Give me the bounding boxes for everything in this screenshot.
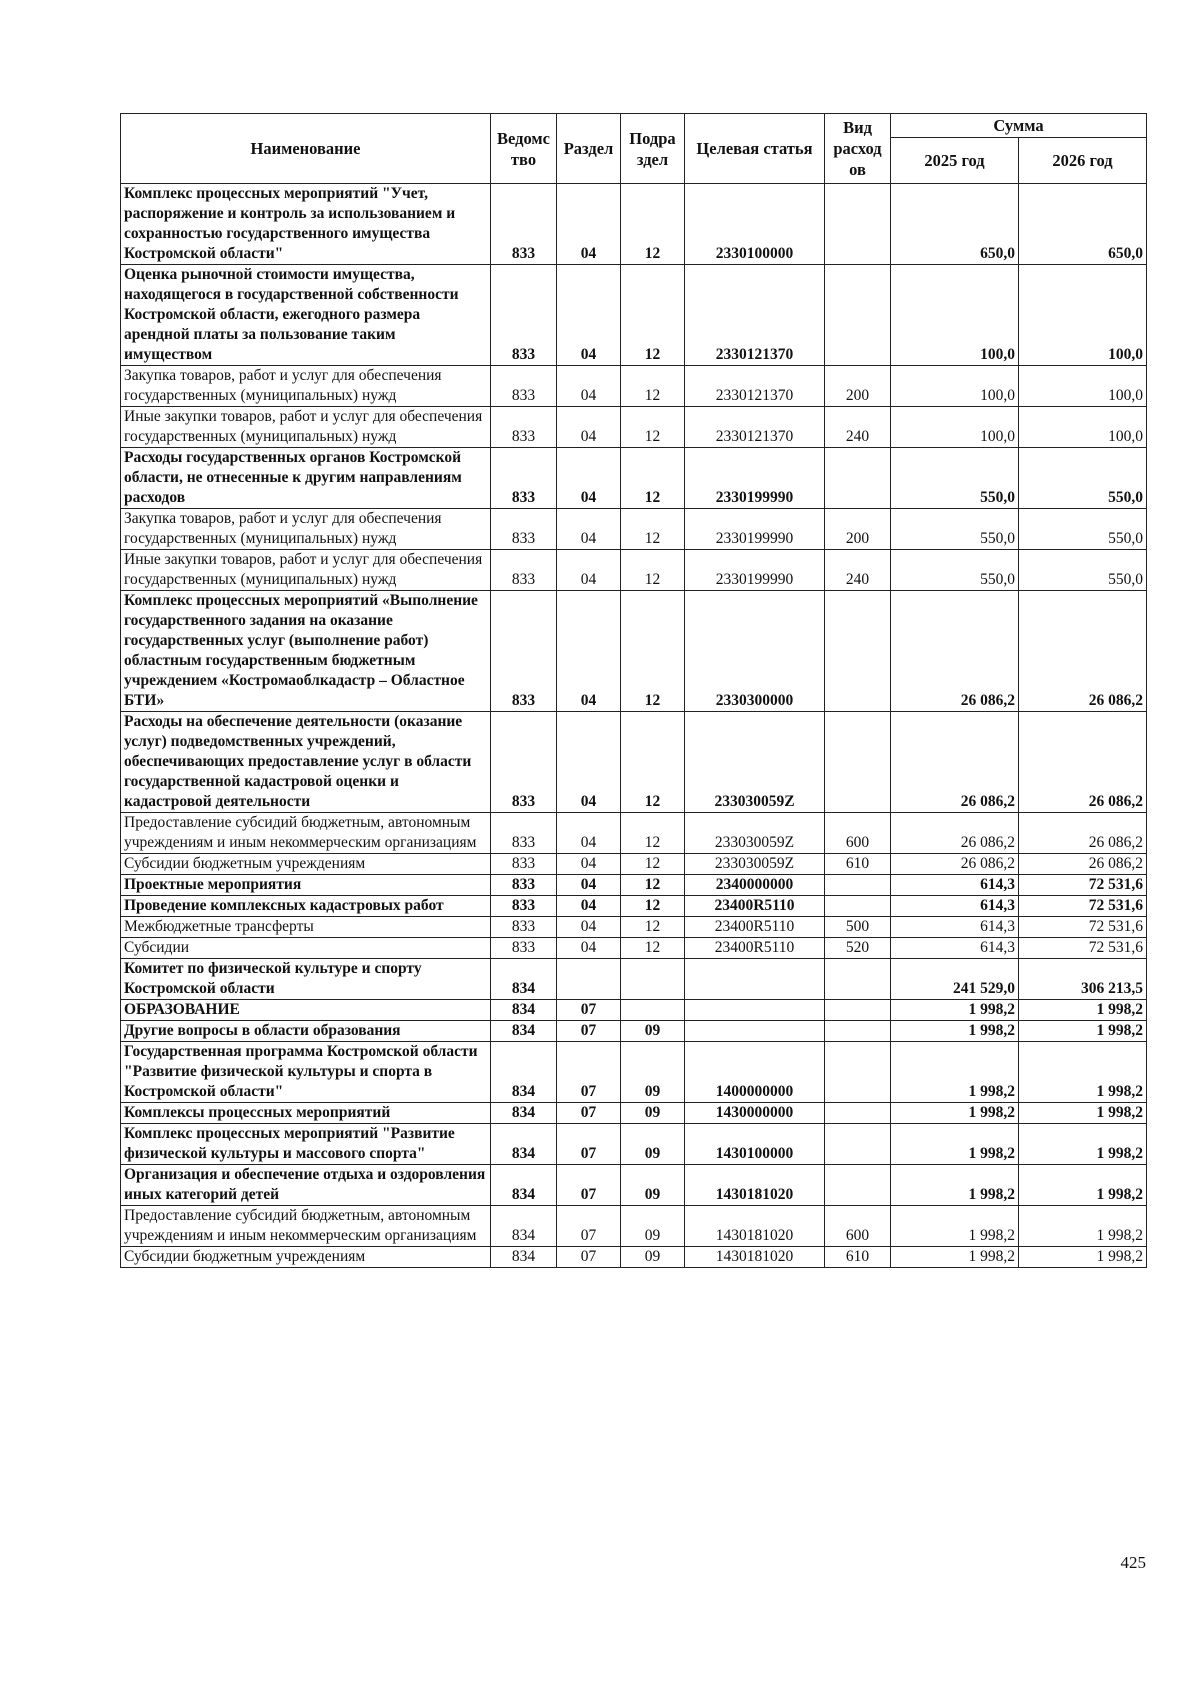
cell-target: 23400R5110 <box>685 896 825 917</box>
cell-name: Государственная программа Костромской области "Развитие физической культуры и спорта в Костромской области" <box>121 1042 491 1103</box>
cell-name: Оценка рыночной стоимости имущества, находящегося в государственной собственности Костромской области, ежегодного размера арендной платы за пользование таким имуществом <box>121 265 491 366</box>
cell-sum-2025: 1 998,2 <box>891 1021 1019 1042</box>
cell-expense-type: 520 <box>825 938 891 959</box>
cell-sum-2025: 650,0 <box>891 184 1019 265</box>
table-row <box>121 550 1147 591</box>
cell-name: Субсидии бюджетным учреждениям <box>121 854 491 875</box>
table-row <box>121 917 1147 938</box>
cell-sum-2026: 72 531,6 <box>1019 938 1147 959</box>
cell-subsection: 12 <box>621 265 685 366</box>
cell-name: Организация и обеспечение отдыха и оздоровления иных категорий детей <box>121 1165 491 1206</box>
header-year-2025: 2025 год <box>891 138 1019 184</box>
cell-sum-2026: 1 998,2 <box>1019 1021 1147 1042</box>
table-row <box>121 1206 1147 1247</box>
cell-sum-2026: 306 213,5 <box>1019 959 1147 1000</box>
cell-sum-2026: 26 086,2 <box>1019 591 1147 712</box>
cell-name: Иные закупки товаров, работ и услуг для обеспечения государственных (муниципальных) нужд <box>121 550 491 591</box>
cell-dept: 833 <box>491 712 557 813</box>
cell-dept: 833 <box>491 854 557 875</box>
table-row <box>121 1247 1147 1268</box>
table-header <box>121 114 1147 184</box>
cell-section: 07 <box>557 1103 621 1124</box>
cell-target: 233030059Z <box>685 712 825 813</box>
cell-section: 04 <box>557 938 621 959</box>
cell-target: 2330121370 <box>685 265 825 366</box>
cell-section: 07 <box>557 1000 621 1021</box>
table-row <box>121 938 1147 959</box>
cell-target: 1400000000 <box>685 1042 825 1103</box>
cell-dept: 834 <box>491 1247 557 1268</box>
cell-name: Субсидии <box>121 938 491 959</box>
cell-target: 2340000000 <box>685 875 825 896</box>
cell-dept: 833 <box>491 184 557 265</box>
cell-subsection: 09 <box>621 1103 685 1124</box>
cell-sum-2025: 1 998,2 <box>891 1206 1019 1247</box>
cell-target: 2330100000 <box>685 184 825 265</box>
header-subsection: Подра здел <box>621 114 685 184</box>
cell-subsection: 12 <box>621 917 685 938</box>
cell-sum-2026: 72 531,6 <box>1019 875 1147 896</box>
cell-sum-2025: 1 998,2 <box>891 1042 1019 1103</box>
cell-sum-2025: 1 998,2 <box>891 1103 1019 1124</box>
cell-sum-2026: 26 086,2 <box>1019 712 1147 813</box>
cell-sum-2026: 100,0 <box>1019 366 1147 407</box>
table-row <box>121 875 1147 896</box>
budget-table <box>120 113 1147 1268</box>
cell-name: Расходы на обеспечение деятельности (оказание услуг) подведомственных учреждений, обеспечивающих предоставление услуг в области государственной кадастровой оценки и кадастровой деятельности <box>121 712 491 813</box>
cell-section: 04 <box>557 550 621 591</box>
cell-sum-2025: 614,3 <box>891 938 1019 959</box>
table-row <box>121 813 1147 854</box>
cell-expense-type <box>825 712 891 813</box>
cell-expense-type <box>825 265 891 366</box>
cell-dept: 833 <box>491 938 557 959</box>
cell-target: 2330199990 <box>685 550 825 591</box>
cell-subsection: 12 <box>621 407 685 448</box>
cell-subsection <box>621 1000 685 1021</box>
cell-sum-2026: 550,0 <box>1019 509 1147 550</box>
cell-target: 233030059Z <box>685 854 825 875</box>
cell-dept: 834 <box>491 1124 557 1165</box>
cell-sum-2026: 72 531,6 <box>1019 917 1147 938</box>
cell-expense-type <box>825 1000 891 1021</box>
cell-sum-2026: 1 998,2 <box>1019 1000 1147 1021</box>
cell-section: 04 <box>557 591 621 712</box>
table-row <box>121 1124 1147 1165</box>
cell-expense-type <box>825 184 891 265</box>
cell-expense-type <box>825 959 891 1000</box>
header-year-2026: 2026 год <box>1019 138 1147 184</box>
cell-subsection: 12 <box>621 854 685 875</box>
cell-sum-2026: 26 086,2 <box>1019 854 1147 875</box>
cell-target: 1430181020 <box>685 1247 825 1268</box>
cell-sum-2025: 550,0 <box>891 448 1019 509</box>
cell-sum-2026: 100,0 <box>1019 407 1147 448</box>
cell-name: Другие вопросы в области образования <box>121 1021 491 1042</box>
table-row <box>121 1165 1147 1206</box>
cell-sum-2026: 1 998,2 <box>1019 1103 1147 1124</box>
cell-subsection: 12 <box>621 448 685 509</box>
table-row <box>121 184 1147 265</box>
cell-expense-type <box>825 875 891 896</box>
cell-dept: 833 <box>491 509 557 550</box>
cell-subsection: 12 <box>621 875 685 896</box>
cell-sum-2025: 1 998,2 <box>891 1124 1019 1165</box>
cell-sum-2026: 1 998,2 <box>1019 1247 1147 1268</box>
cell-dept: 833 <box>491 591 557 712</box>
cell-section: 04 <box>557 875 621 896</box>
cell-target <box>685 1021 825 1042</box>
cell-target: 1430181020 <box>685 1206 825 1247</box>
cell-section: 07 <box>557 1042 621 1103</box>
cell-section: 07 <box>557 1021 621 1042</box>
page-number: 425 <box>1120 1553 1146 1572</box>
cell-subsection: 12 <box>621 509 685 550</box>
cell-name: ОБРАЗОВАНИЕ <box>121 1000 491 1021</box>
cell-target: 1430181020 <box>685 1165 825 1206</box>
cell-expense-type <box>825 1042 891 1103</box>
cell-sum-2025: 1 998,2 <box>891 1165 1019 1206</box>
cell-expense-type <box>825 1165 891 1206</box>
cell-sum-2025: 241 529,0 <box>891 959 1019 1000</box>
cell-dept: 834 <box>491 959 557 1000</box>
cell-section: 04 <box>557 896 621 917</box>
table-row <box>121 591 1147 712</box>
cell-section <box>557 959 621 1000</box>
cell-expense-type <box>825 1103 891 1124</box>
cell-name: Предоставление субсидий бюджетным, автономным учреждениям и иным некоммерческим организациям <box>121 1206 491 1247</box>
cell-expense-type: 200 <box>825 509 891 550</box>
table-row <box>121 1021 1147 1042</box>
table-row <box>121 1000 1147 1021</box>
cell-target: 2330199990 <box>685 509 825 550</box>
cell-subsection: 09 <box>621 1247 685 1268</box>
cell-target: 2330300000 <box>685 591 825 712</box>
table-row <box>121 407 1147 448</box>
cell-sum-2025: 614,3 <box>891 875 1019 896</box>
cell-subsection: 12 <box>621 184 685 265</box>
cell-dept: 834 <box>491 1165 557 1206</box>
cell-name: Предоставление субсидий бюджетным, автономным учреждениям и иным некоммерческим организациям <box>121 813 491 854</box>
cell-expense-type: 240 <box>825 550 891 591</box>
cell-dept: 833 <box>491 407 557 448</box>
cell-target: 1430000000 <box>685 1103 825 1124</box>
header-sum: Сумма <box>891 114 1147 138</box>
cell-expense-type: 610 <box>825 854 891 875</box>
cell-target: 23400R5110 <box>685 917 825 938</box>
cell-sum-2025: 614,3 <box>891 896 1019 917</box>
cell-name: Закупка товаров, работ и услуг для обеспечения государственных (муниципальных) нужд <box>121 509 491 550</box>
cell-expense-type: 200 <box>825 366 891 407</box>
cell-subsection: 12 <box>621 550 685 591</box>
cell-target <box>685 1000 825 1021</box>
table-row <box>121 959 1147 1000</box>
cell-sum-2026: 650,0 <box>1019 184 1147 265</box>
cell-sum-2026: 550,0 <box>1019 448 1147 509</box>
cell-target: 2330199990 <box>685 448 825 509</box>
cell-dept: 834 <box>491 1206 557 1247</box>
cell-expense-type: 610 <box>825 1247 891 1268</box>
cell-subsection: 12 <box>621 366 685 407</box>
cell-subsection: 09 <box>621 1021 685 1042</box>
cell-section: 04 <box>557 265 621 366</box>
cell-dept: 834 <box>491 1042 557 1103</box>
cell-name: Комитет по физической культуре и спорту Костромской области <box>121 959 491 1000</box>
cell-dept: 833 <box>491 550 557 591</box>
cell-target <box>685 959 825 1000</box>
cell-subsection: 12 <box>621 896 685 917</box>
table-row <box>121 509 1147 550</box>
cell-dept: 833 <box>491 875 557 896</box>
cell-section: 04 <box>557 407 621 448</box>
header-dept: Ведомс тво <box>491 114 557 184</box>
cell-name: Закупка товаров, работ и услуг для обеспечения государственных (муниципальных) нужд <box>121 366 491 407</box>
cell-name: Расходы государственных органов Костромской области, не отнесенные к другим направлениям расходов <box>121 448 491 509</box>
cell-dept: 833 <box>491 917 557 938</box>
cell-expense-type <box>825 1124 891 1165</box>
cell-target: 23400R5110 <box>685 938 825 959</box>
cell-dept: 833 <box>491 896 557 917</box>
cell-sum-2025: 550,0 <box>891 550 1019 591</box>
cell-sum-2026: 72 531,6 <box>1019 896 1147 917</box>
cell-sum-2025: 26 086,2 <box>891 813 1019 854</box>
cell-expense-type: 600 <box>825 813 891 854</box>
cell-sum-2025: 26 086,2 <box>891 712 1019 813</box>
table-row <box>121 366 1147 407</box>
cell-dept: 834 <box>491 1021 557 1042</box>
header-target: Целевая статья <box>685 114 825 184</box>
cell-subsection: 12 <box>621 591 685 712</box>
cell-sum-2025: 1 998,2 <box>891 1000 1019 1021</box>
cell-sum-2025: 100,0 <box>891 265 1019 366</box>
cell-expense-type: 500 <box>825 917 891 938</box>
cell-subsection: 09 <box>621 1165 685 1206</box>
cell-dept: 834 <box>491 1103 557 1124</box>
cell-expense-type <box>825 448 891 509</box>
cell-dept: 833 <box>491 265 557 366</box>
cell-dept: 833 <box>491 813 557 854</box>
header-expense-type: Вид расход ов <box>825 114 891 184</box>
cell-section: 07 <box>557 1206 621 1247</box>
cell-subsection: 12 <box>621 712 685 813</box>
cell-target: 1430100000 <box>685 1124 825 1165</box>
cell-dept: 833 <box>491 448 557 509</box>
cell-sum-2026: 550,0 <box>1019 550 1147 591</box>
cell-section: 04 <box>557 712 621 813</box>
cell-name: Межбюджетные трансферты <box>121 917 491 938</box>
header-section: Раздел <box>557 114 621 184</box>
cell-section: 07 <box>557 1247 621 1268</box>
cell-sum-2025: 550,0 <box>891 509 1019 550</box>
cell-section: 04 <box>557 448 621 509</box>
cell-sum-2025: 26 086,2 <box>891 854 1019 875</box>
cell-target: 233030059Z <box>685 813 825 854</box>
cell-sum-2026: 1 998,2 <box>1019 1124 1147 1165</box>
cell-name: Комплексы процессных мероприятий <box>121 1103 491 1124</box>
table-row <box>121 1103 1147 1124</box>
cell-section: 04 <box>557 854 621 875</box>
cell-section: 04 <box>557 813 621 854</box>
header-name: Наименование <box>121 114 491 184</box>
cell-section: 04 <box>557 917 621 938</box>
table-row <box>121 448 1147 509</box>
cell-dept: 834 <box>491 1000 557 1021</box>
cell-name: Иные закупки товаров, работ и услуг для обеспечения государственных (муниципальных) нужд <box>121 407 491 448</box>
table-row <box>121 854 1147 875</box>
table-body <box>121 184 1147 1268</box>
cell-section: 07 <box>557 1124 621 1165</box>
cell-sum-2025: 100,0 <box>891 407 1019 448</box>
cell-section: 04 <box>557 509 621 550</box>
cell-dept: 833 <box>491 366 557 407</box>
cell-name: Комплекс процессных мероприятий «Выполнение государственного задания на оказание государственных услуг (выполнение работ) областным государственным бюджетным учреждением «Костромаоблкадастр – Областное БТИ» <box>121 591 491 712</box>
table-row <box>121 896 1147 917</box>
table-row <box>121 265 1147 366</box>
cell-name: Проектные мероприятия <box>121 875 491 896</box>
cell-subsection: 09 <box>621 1206 685 1247</box>
cell-name: Субсидии бюджетным учреждениям <box>121 1247 491 1268</box>
cell-sum-2025: 100,0 <box>891 366 1019 407</box>
cell-section: 04 <box>557 366 621 407</box>
cell-expense-type: 600 <box>825 1206 891 1247</box>
cell-expense-type <box>825 591 891 712</box>
cell-sum-2026: 1 998,2 <box>1019 1042 1147 1103</box>
cell-sum-2026: 1 998,2 <box>1019 1165 1147 1206</box>
cell-sum-2025: 1 998,2 <box>891 1247 1019 1268</box>
cell-sum-2025: 614,3 <box>891 917 1019 938</box>
cell-expense-type: 240 <box>825 407 891 448</box>
cell-subsection: 09 <box>621 1124 685 1165</box>
table-row <box>121 712 1147 813</box>
cell-sum-2026: 26 086,2 <box>1019 813 1147 854</box>
cell-sum-2026: 100,0 <box>1019 265 1147 366</box>
cell-subsection: 12 <box>621 813 685 854</box>
cell-section: 07 <box>557 1165 621 1206</box>
cell-expense-type <box>825 1021 891 1042</box>
cell-expense-type <box>825 896 891 917</box>
cell-subsection <box>621 959 685 1000</box>
cell-target: 2330121370 <box>685 366 825 407</box>
cell-subsection: 12 <box>621 938 685 959</box>
cell-section: 04 <box>557 184 621 265</box>
table-row <box>121 1042 1147 1103</box>
cell-sum-2026: 1 998,2 <box>1019 1206 1147 1247</box>
cell-sum-2025: 26 086,2 <box>891 591 1019 712</box>
cell-name: Комплекс процессных мероприятий "Учет, распоряжение и контроль за использованием и сохранностью государственного имущества Костромской области" <box>121 184 491 265</box>
cell-name: Комплекс процессных мероприятий "Развитие физической культуры и массового спорта" <box>121 1124 491 1165</box>
cell-target: 2330121370 <box>685 407 825 448</box>
cell-subsection: 09 <box>621 1042 685 1103</box>
cell-name: Проведение комплексных кадастровых работ <box>121 896 491 917</box>
